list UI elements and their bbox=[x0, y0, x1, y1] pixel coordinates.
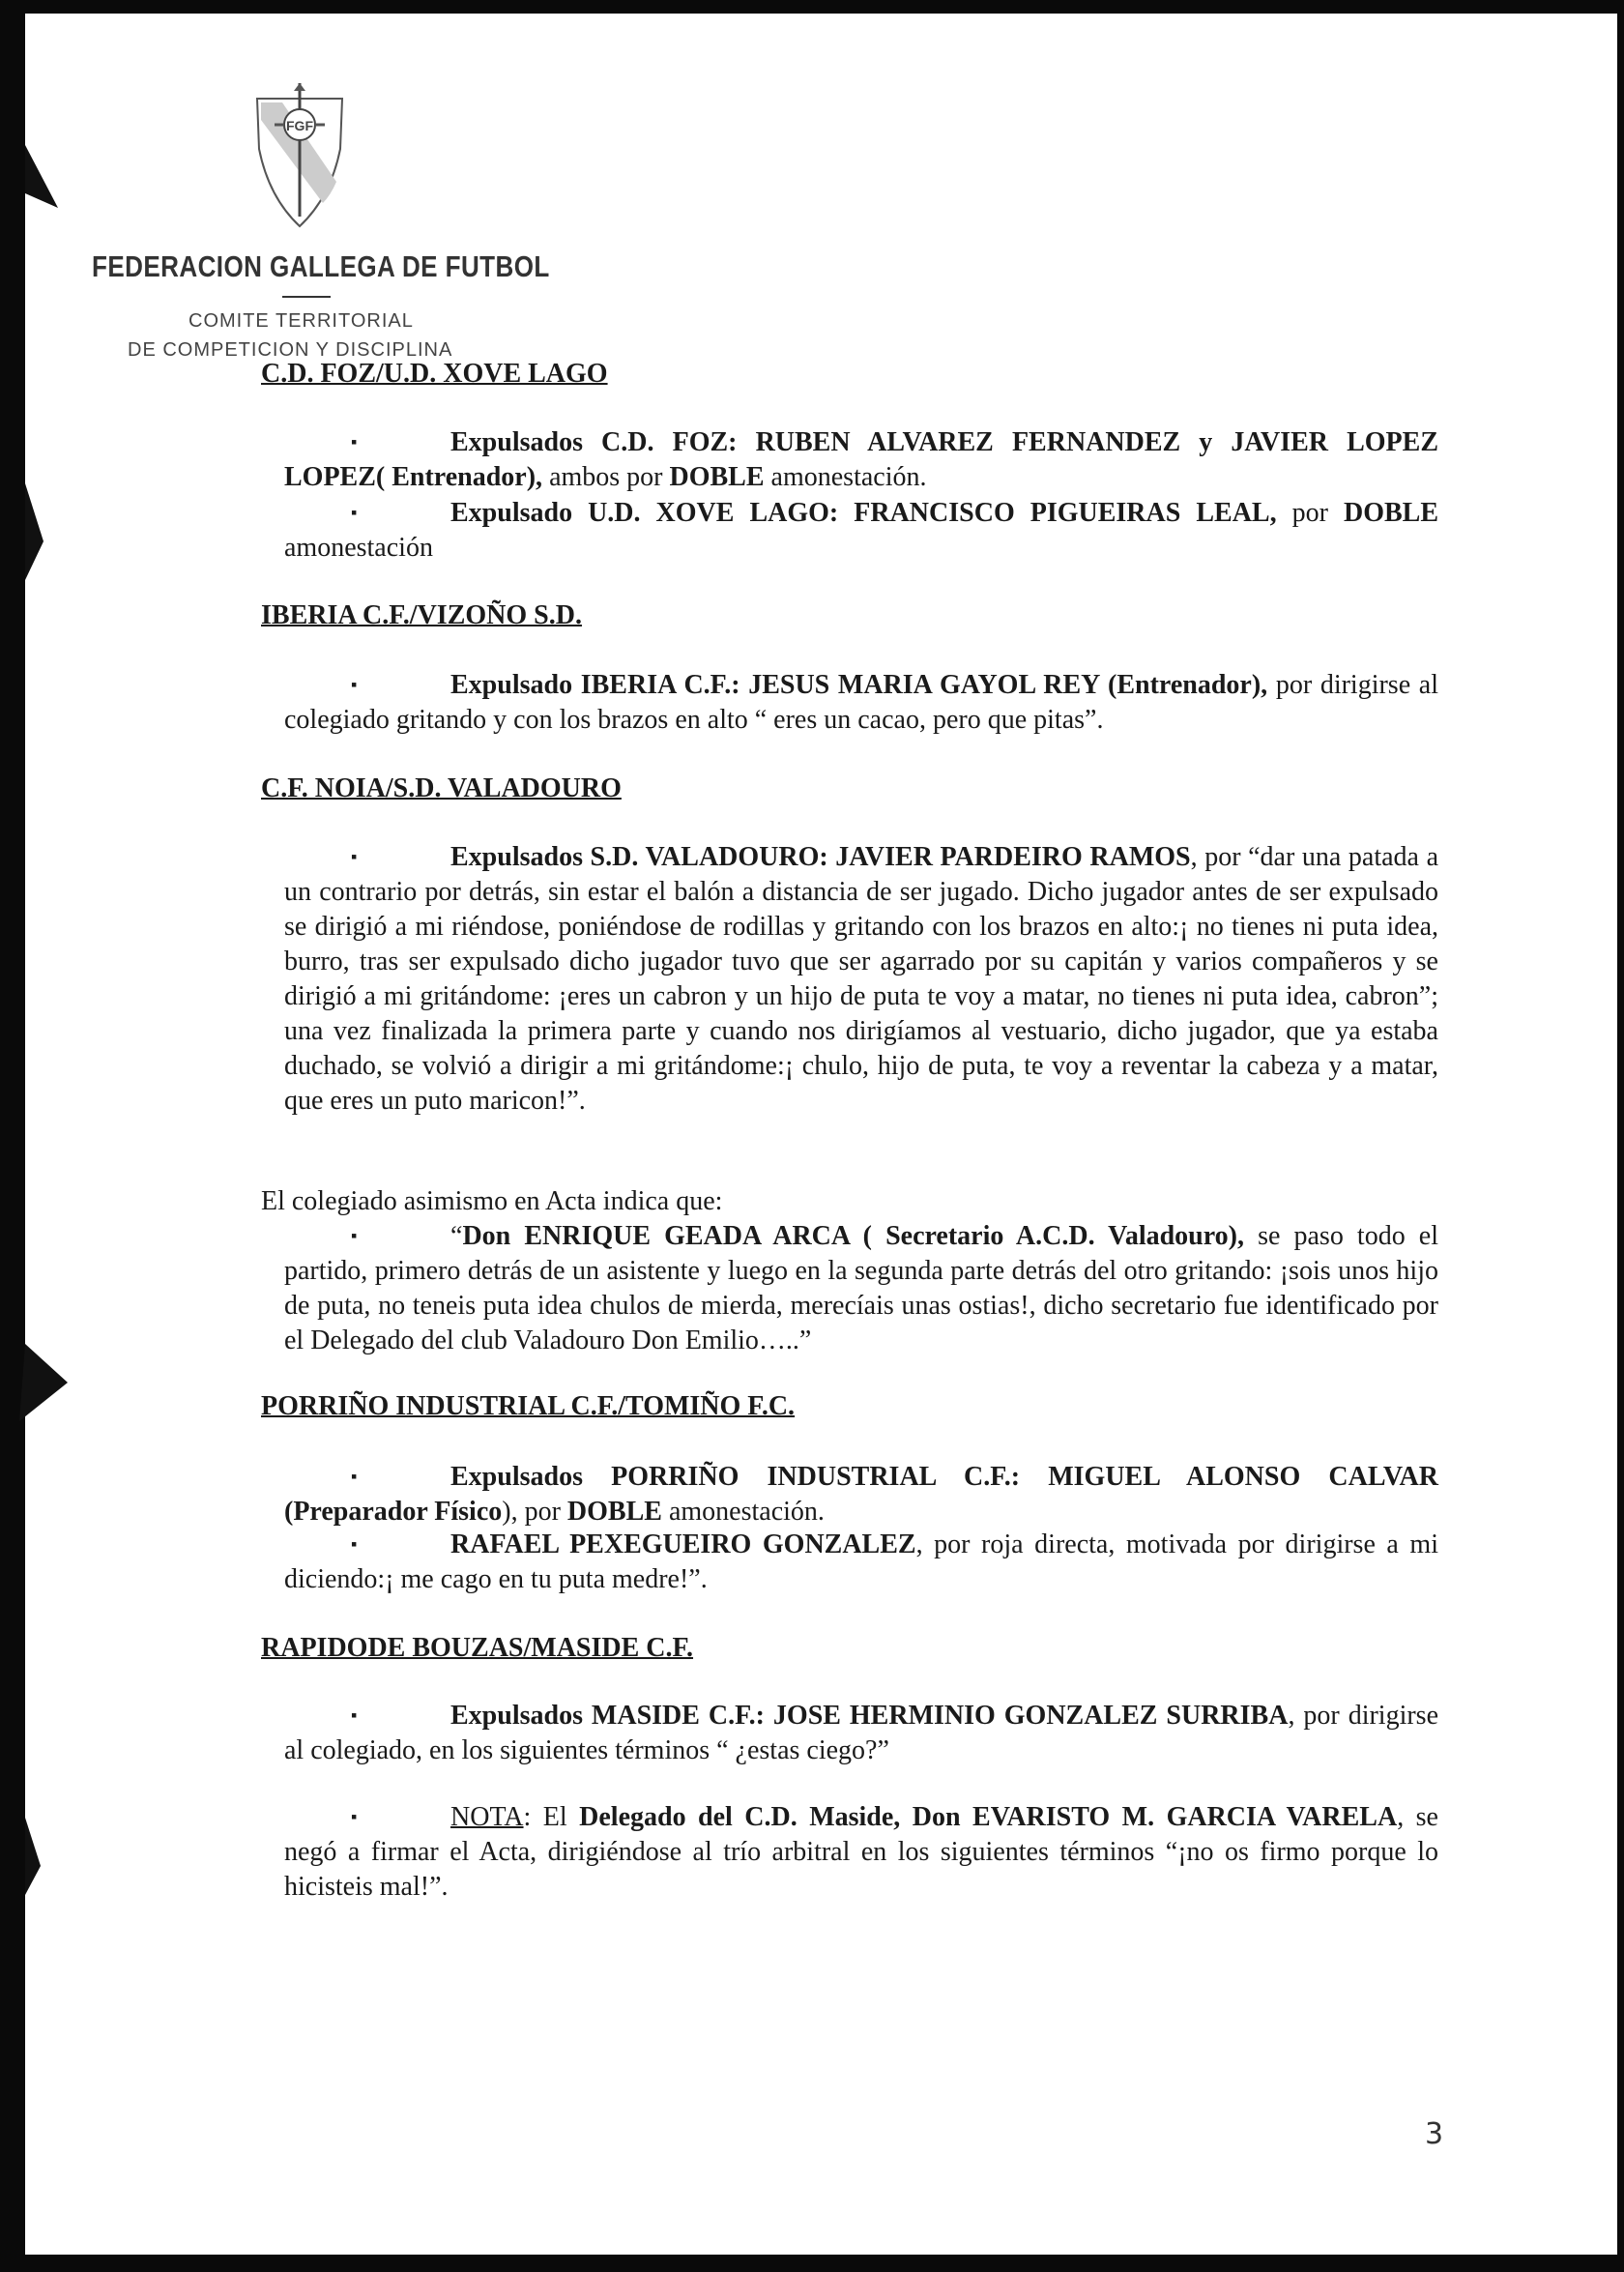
federation-logo bbox=[253, 81, 346, 228]
match-heading: C.F. NOIA/S.D. VALADOURO bbox=[261, 773, 622, 803]
bold-text: Expulsados MASIDE C.F.: JOSE HERMINIO GONZALEZ SURRIBA bbox=[450, 1701, 1289, 1731]
bold-text: Expulsado U.D. XOVE LAGO: FRANCISCO PIGUEIRAS LEAL, bbox=[450, 498, 1277, 528]
body-text: amonestación bbox=[284, 533, 433, 563]
bold-text: Expulsados PORRIÑO INDUSTRIAL C.F.: MIGUEL ALONSO CALVAR (Preparador Físico bbox=[284, 1462, 1438, 1527]
scan-border-right bbox=[1617, 0, 1624, 2272]
incident-paragraph bbox=[284, 667, 1438, 738]
incident-paragraph bbox=[284, 1527, 1438, 1597]
incident-paragraph bbox=[284, 1218, 1438, 1358]
scan-border-bottom bbox=[0, 2255, 1624, 2272]
bold-text: DOBLE bbox=[669, 462, 765, 492]
page-number: 3 bbox=[1425, 2117, 1444, 2151]
bullet-glyph: ▪ bbox=[351, 1534, 358, 1554]
bullet-glyph: ▪ bbox=[351, 1467, 358, 1486]
incident-paragraph bbox=[284, 1799, 1438, 1905]
referee-note-intro bbox=[261, 1184, 1415, 1219]
scan-border-top bbox=[0, 0, 1624, 14]
bullet-glyph: ▪ bbox=[351, 675, 358, 694]
match-heading: C.D. FOZ/U.D. XOVE LAGO bbox=[261, 359, 608, 389]
body-text: , por roja directa, motivada por dirigirse a mi diciendo:¡ me cago en tu puta medre!”. bbox=[284, 1529, 1438, 1594]
match-heading: PORRIÑO INDUSTRIAL C.F./TOMIÑO F.C. bbox=[261, 1391, 796, 1421]
committee-line-1: COMITE TERRITORIAL bbox=[188, 310, 414, 332]
svg-text:FGF: FGF bbox=[286, 118, 313, 133]
bullet-icon bbox=[284, 1218, 450, 1254]
bullet-glyph: ▪ bbox=[351, 432, 358, 451]
bullet-icon bbox=[284, 667, 450, 703]
bold-text: Expulsados S.D. VALADOURO: JAVIER PARDEIRO RAMOS bbox=[450, 842, 1191, 872]
incident-paragraph bbox=[284, 839, 1438, 1119]
body-text: se paso todo el partido, primero detrás de un asistente y luego en la segunda parte detrás del otro gritando: ¡sois unos hijo de puta, no teneis puta idea chulos de mierda, merecíais unas ostias!, dicho secretario fue identificado por el Delegado del club Valadouro Don Emilio…..” bbox=[284, 1221, 1438, 1355]
body-text: , por dirigirse al colegiado, en los siguientes términos “ ¿estas ciego?” bbox=[284, 1701, 1438, 1765]
bullet-glyph: ▪ bbox=[351, 1226, 358, 1245]
body-text: El colegiado asimismo en Acta indica que: bbox=[261, 1186, 723, 1216]
organization-name: FEDERACION GALLEGA DE FUTBOL bbox=[92, 249, 550, 283]
committee-line-2: DE COMPETICION Y DISCIPLINA bbox=[128, 339, 453, 361]
bullet-icon bbox=[284, 424, 450, 460]
match-heading: IBERIA C.F./VIZOÑO S.D. bbox=[261, 600, 582, 630]
bullet-icon bbox=[284, 1698, 450, 1733]
incident-paragraph bbox=[284, 1698, 1438, 1768]
incident-paragraph bbox=[284, 495, 1438, 566]
bold-text: Delegado del C.D. Maside, Don EVARISTO M. GARCIA VARELA bbox=[579, 1802, 1398, 1832]
body-text: ), por bbox=[502, 1497, 567, 1527]
body-text: por bbox=[1276, 498, 1344, 528]
match-heading: RAPIDODE BOUZAS/MASIDE C.F. bbox=[261, 1633, 694, 1663]
body-text: amonestación. bbox=[764, 462, 927, 492]
bullet-glyph: ▪ bbox=[351, 503, 358, 522]
bullet-icon bbox=[284, 839, 450, 875]
bullet-glyph: ▪ bbox=[351, 847, 358, 866]
body-text: por dirigirse al colegiado gritando y con los brazos en alto “ eres un cacao, pero que pitas”. bbox=[284, 670, 1439, 735]
bullet-icon bbox=[284, 495, 450, 531]
bullet-glyph: ▪ bbox=[351, 1705, 358, 1725]
incident-paragraph bbox=[284, 1459, 1438, 1529]
body-text: “ bbox=[450, 1221, 463, 1251]
underlined-label: NOTA bbox=[450, 1802, 524, 1832]
bullet-icon bbox=[284, 1527, 450, 1562]
scan-edge-marks bbox=[0, 0, 77, 2272]
bold-text: Expulsados C.D. FOZ: RUBEN ALVAREZ FERNANDEZ y JAVIER LOPEZ LOPEZ( Entrenador), bbox=[284, 427, 1438, 492]
body-text: , se negó a firmar el Acta, dirigiéndose al trío arbitral en los siguientes términos “¡no os firmo porque lo hicisteis mal!”. bbox=[284, 1802, 1438, 1902]
bullet-glyph: ▪ bbox=[351, 1807, 358, 1826]
bold-text: DOBLE bbox=[566, 1497, 662, 1527]
bold-text: DOBLE bbox=[1343, 498, 1438, 528]
body-text: ambos por bbox=[542, 462, 670, 492]
body-text: : El bbox=[523, 1802, 580, 1832]
incident-paragraph bbox=[284, 424, 1438, 495]
bold-text: Don ENRIQUE GEADA ARCA ( Secretario A.C.D. Valadouro), bbox=[462, 1221, 1244, 1251]
body-text: amonestación. bbox=[661, 1497, 825, 1527]
body-text: , por “dar una patada a un contrario por detrás, sin estar el balón a distancia de ser jugado. Dicho jugador antes de ser expulsado se dirigió a mi riéndose, poniéndose de rodillas y gritando con los brazos en alto:¡ no tienes ni puta idea, burro, tras ser expulsado dicho jugador tuvo que ser agarrado por su capitán y varios compañeros y se dirigió a mi gritándome: ¡eres un cabron y un hijo de puta te voy a matar, no tienes ni puta idea, cabron”; una vez finalizada la primera parte y cuando nos dirigíamos al vestuario, dicho jugador, que ya estaba duchado, se volvió a dirigir a mi gritándome:¡ chulo, hijo de puta, te voy a reventar la cabeza y a matar, que eres un puto maricon!”. bbox=[284, 842, 1438, 1116]
bold-text: RAFAEL PEXEGUEIRO GONZALEZ bbox=[450, 1529, 916, 1559]
bullet-icon bbox=[284, 1799, 450, 1835]
header-divider bbox=[282, 296, 331, 298]
bullet-icon bbox=[284, 1459, 450, 1495]
bold-text: Expulsado IBERIA C.F.: JESUS MARIA GAYOL REY (Entrenador), bbox=[450, 670, 1268, 700]
